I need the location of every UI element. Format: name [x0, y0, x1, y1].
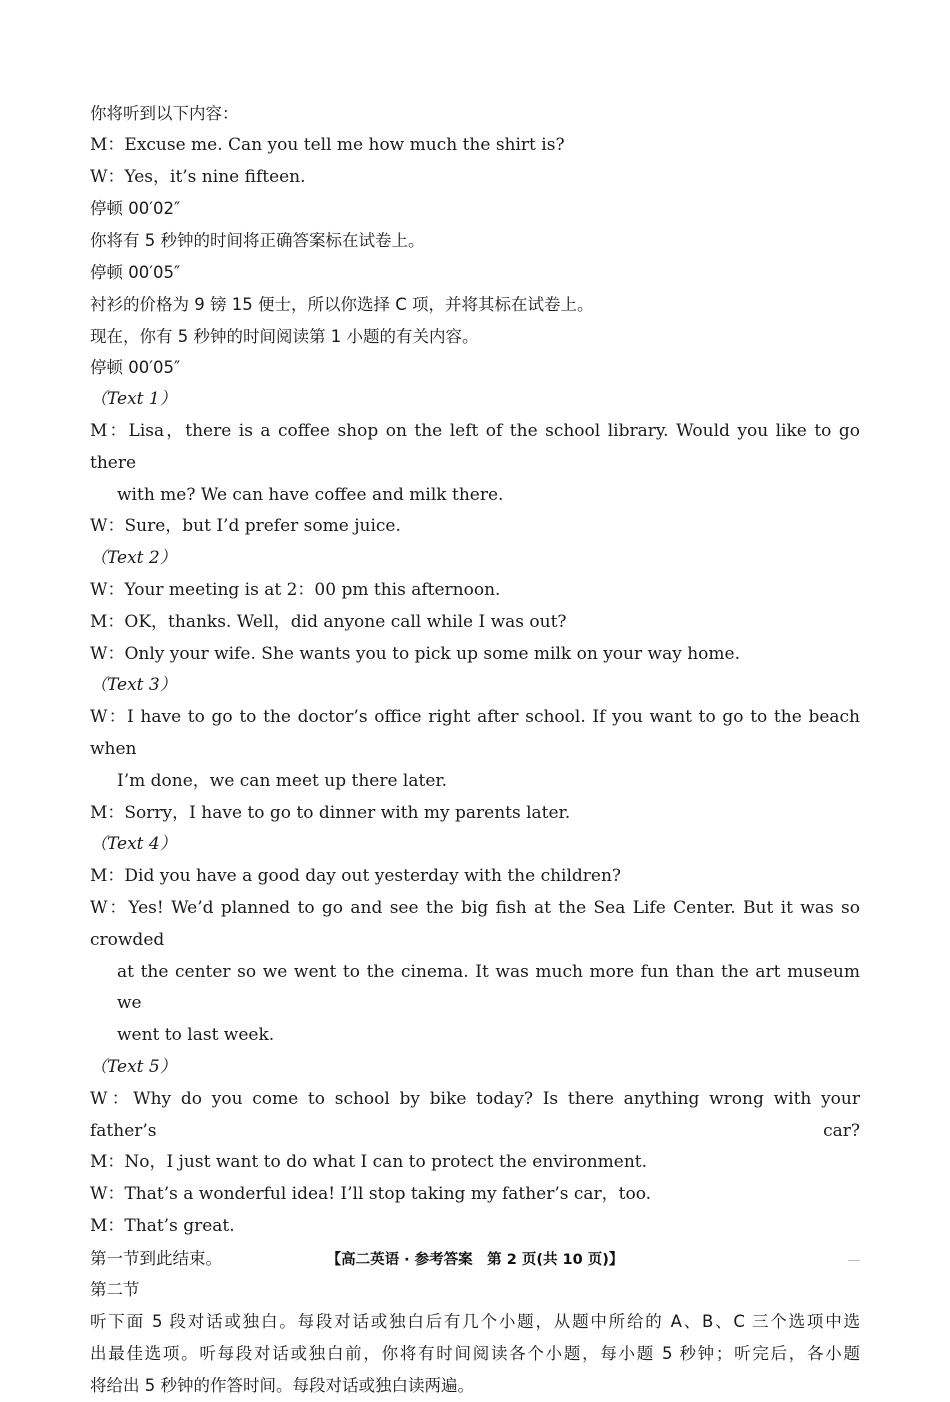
- dialogue-line: M：Sorry，I have to go to dinner with my parents later.: [90, 802, 571, 823]
- section-heading: 第二节: [90, 1280, 140, 1300]
- dialogue-continuation: I’m done，we can meet up there later.: [117, 770, 448, 791]
- instruction-line: 你将有 5 秒钟的时间将正确答案标在试卷上。: [90, 231, 425, 251]
- transcript-body: [90, 98, 860, 1402]
- dialogue-line: M：No，I just want to do what I can to protect the environment.: [90, 1152, 648, 1173]
- corner-mark: [848, 1260, 860, 1265]
- page-footer: 【高二英语 · 参考答案 第 2 页(共 10 页)】: [326, 1252, 624, 1268]
- dialogue-line: W：Why do you come to school by bike today? Is there anything wrong with your father’s car?: [90, 1088, 860, 1141]
- text-label: （Text 3）: [90, 675, 177, 696]
- dialogue-line: M：That’s great.: [90, 1215, 235, 1236]
- dialogue-line: M：OK，thanks. Well，did anyone call while I was out?: [90, 611, 567, 632]
- instruction-line: 衬衫的价格为 9 镑 15 便士，所以你选择 C 项，并将其标在试卷上。: [90, 294, 594, 314]
- dialogue-line: W：Your meeting is at 2：00 pm this afternoon.: [90, 579, 501, 600]
- dialogue-line: M：Did you have a good day out yesterday with the children?: [90, 866, 622, 887]
- instruction-line: 现在，你有 5 秒钟的时间阅读第 1 小题的有关内容。: [90, 326, 479, 346]
- text-label: （Text 5）: [90, 1056, 177, 1077]
- dialogue-line: M：Lisa，there is a coffee shop on the left of the school library. Would you like to go there: [90, 420, 860, 473]
- pause-line: 停顿 00′02″: [90, 199, 181, 219]
- pause-line: 停顿 00′05″: [90, 358, 181, 378]
- dialogue-line: W：I have to go to the doctor’s office right after school. If you want to go to the beach when: [90, 707, 860, 759]
- pause-line: 停顿 00′05″: [90, 262, 181, 282]
- instruction-line: 出最佳选项。听每段对话或独白前，你将有时间阅读各个小题，每小题 5 秒钟；听完后，各小题: [90, 1344, 860, 1364]
- text-label: （Text 4）: [90, 834, 177, 855]
- dialogue-line: W：Only your wife. She wants you to pick up some milk on your way home.: [90, 643, 740, 664]
- dialogue-continuation: went to last week.: [117, 1025, 275, 1046]
- dialogue-line: W：That’s a wonderful idea! I’ll stop taking my father’s car，too.: [90, 1184, 652, 1205]
- dialogue-continuation: at the center so we went to the cinema. It was much more fun than the art museum we: [117, 961, 860, 1014]
- dialogue-line: W：Yes，it’s nine fifteen.: [90, 166, 306, 187]
- dialogue-line: W：Sure，but I’d prefer some juice.: [90, 516, 401, 537]
- dialogue-line: M：Excuse me. Can you tell me how much the shirt is?: [90, 134, 565, 155]
- section-end-line: 第一节到此结束。: [90, 1248, 222, 1268]
- text-label: （Text 2）: [90, 548, 177, 569]
- dialogue-continuation: with me? We can have coffee and milk there.: [117, 484, 504, 505]
- text-label: （Text 1）: [90, 389, 177, 410]
- instruction-line: 将给出 5 秒钟的作答时间。每段对话或独白读两遍。: [90, 1375, 474, 1395]
- intro-line: 你将听到以下内容：: [90, 104, 239, 123]
- instruction-line: 听下面 5 段对话或独白。每段对话或独白后有几个小题，从题中所给的 A、B、C 三个选项中选: [90, 1312, 860, 1332]
- dialogue-line: W：Yes! We’d planned to go and see the big fish at the Sea Life Center. But it was so crowded: [90, 897, 860, 950]
